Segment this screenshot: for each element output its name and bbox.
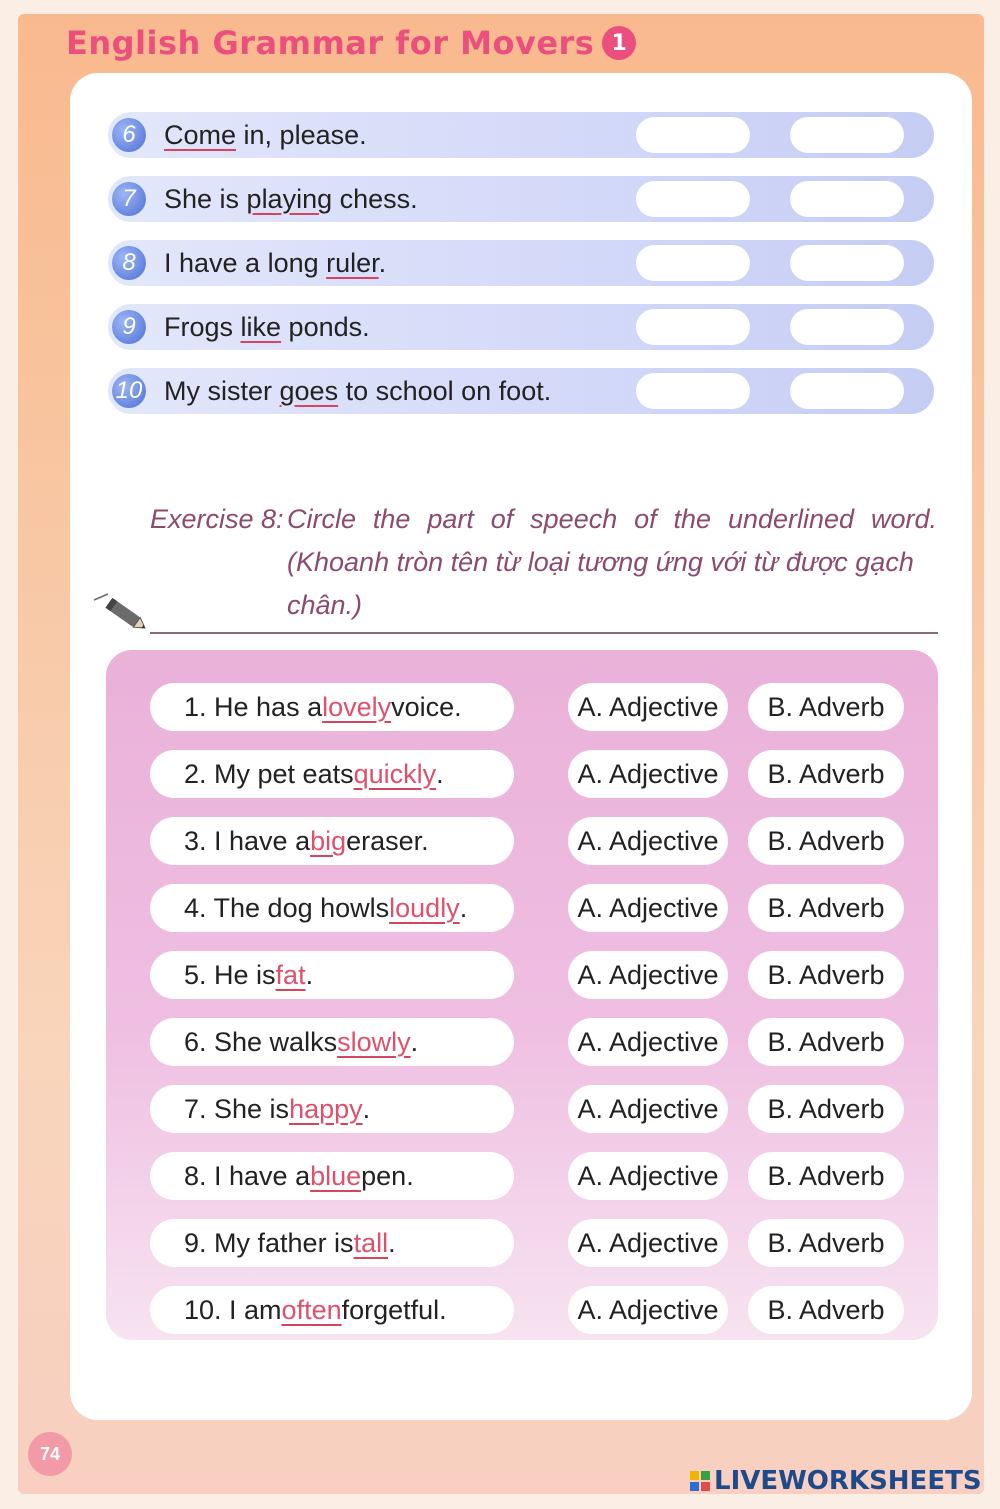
question-text: 9. My father is tall . — [150, 1219, 514, 1267]
sentence-text: She is playing chess. — [164, 183, 418, 214]
sentence-text: My sister goes to school on foot. — [164, 375, 552, 406]
item-number-badge: 10 — [112, 374, 146, 408]
question-text: 5. He is fat . — [150, 951, 514, 999]
book-title — [66, 18, 636, 68]
option-adjective[interactable]: A. Adjective — [568, 1018, 728, 1066]
underlined-word: playing — [246, 183, 333, 214]
answer-box-1[interactable] — [636, 245, 750, 281]
underlined-word: often — [281, 1294, 342, 1325]
option-adverb[interactable]: B. Adverb — [748, 817, 904, 865]
option-adjective[interactable]: A. Adjective — [568, 884, 728, 932]
question-row — [150, 1018, 910, 1066]
option-adverb[interactable]: B. Adverb — [748, 1219, 904, 1267]
option-adverb[interactable]: B. Adverb — [748, 1018, 904, 1066]
underlined-word: fat — [275, 959, 306, 990]
sentence-text: Come in, please. — [164, 119, 367, 150]
answer-box-1[interactable] — [636, 373, 750, 409]
option-adverb[interactable]: B. Adverb — [748, 683, 904, 731]
item-number-badge: 7 — [112, 182, 146, 216]
option-adjective[interactable]: A. Adjective — [568, 750, 728, 798]
underlined-word: like — [240, 311, 282, 342]
option-adverb[interactable]: B. Adverb — [748, 884, 904, 932]
option-adjective[interactable]: A. Adjective — [568, 1286, 728, 1334]
underlined-word: ruler — [326, 247, 379, 278]
answer-box-2[interactable] — [790, 245, 904, 281]
page-number: 74 — [28, 1432, 72, 1476]
question-text: 8. I have a blue pen. — [150, 1152, 514, 1200]
item-number-badge: 6 — [112, 118, 146, 152]
question-row — [150, 750, 910, 798]
underlined-word: quickly — [353, 758, 437, 789]
liveworksheets-logo[interactable] — [690, 1466, 982, 1496]
question-text: 3. I have a big eraser. — [150, 817, 514, 865]
option-adjective[interactable]: A. Adjective — [568, 951, 728, 999]
liveworksheets-logo-icon — [690, 1471, 710, 1491]
item-number-badge: 8 — [112, 246, 146, 280]
question-row — [150, 817, 910, 865]
underlined-word: tall — [353, 1227, 389, 1258]
option-adjective[interactable]: A. Adjective — [568, 1152, 728, 1200]
underlined-word: Come — [164, 119, 237, 150]
underlined-word: goes — [279, 375, 339, 406]
option-adjective[interactable]: A. Adjective — [568, 1219, 728, 1267]
option-adjective[interactable]: A. Adjective — [568, 817, 728, 865]
question-row — [150, 1085, 910, 1133]
question-row — [150, 1219, 910, 1267]
question-text: 7. She is happy . — [150, 1085, 514, 1133]
volume-badge: 1 — [602, 26, 636, 60]
question-row — [150, 1286, 910, 1334]
question-text: 1. He has a lovely voice. — [150, 683, 514, 731]
book-title-text: English Grammar for Movers — [66, 24, 595, 62]
sentence-row — [108, 176, 934, 222]
question-text: 6. She walks slowly . — [150, 1018, 514, 1066]
option-adverb[interactable]: B. Adverb — [748, 1152, 904, 1200]
sentence-text: Frogs like ponds. — [164, 311, 370, 342]
answer-box-2[interactable] — [790, 117, 904, 153]
question-row — [150, 1152, 910, 1200]
underlined-word: slowly — [337, 1026, 411, 1057]
answer-box-1[interactable] — [636, 181, 750, 217]
option-adjective[interactable]: A. Adjective — [568, 1085, 728, 1133]
exercise-label: Exercise 8: — [150, 504, 284, 534]
sentence-row — [108, 304, 934, 350]
underlined-word: blue — [310, 1160, 362, 1191]
question-row — [150, 683, 910, 731]
heading-divider — [150, 632, 938, 634]
answer-box-2[interactable] — [790, 309, 904, 345]
item-number-badge: 9 — [112, 310, 146, 344]
exercise-instruction: Circle the part of speech of the underlined word. — [287, 504, 937, 534]
answer-box-2[interactable] — [790, 181, 904, 217]
option-adjective[interactable]: A. Adjective — [568, 683, 728, 731]
underlined-word: loudly — [389, 892, 460, 923]
watermark-text: LIVEWORKSHEETS — [714, 1466, 982, 1496]
exercise-translation: (Khoanh tròn tên từ loại tương ứng với từ được gạch chân.) — [287, 547, 914, 620]
sentence-text: I have a long ruler. — [164, 247, 387, 278]
answer-box-1[interactable] — [636, 309, 750, 345]
option-adverb[interactable]: B. Adverb — [748, 750, 904, 798]
question-text: 10. I am often forgetful. — [150, 1286, 514, 1334]
question-text: 4. The dog howls loudly . — [150, 884, 514, 932]
underlined-word: lovely — [322, 691, 392, 722]
option-adverb[interactable]: B. Adverb — [748, 1286, 904, 1334]
sentence-row — [108, 112, 934, 158]
underlined-word: big — [310, 825, 347, 856]
underlined-word: happy — [289, 1093, 363, 1124]
question-row — [150, 884, 910, 932]
option-adverb[interactable]: B. Adverb — [748, 951, 904, 999]
answer-box-1[interactable] — [636, 117, 750, 153]
pencil-icon — [92, 588, 152, 636]
answer-box-2[interactable] — [790, 373, 904, 409]
question-text: 2. My pet eats quickly . — [150, 750, 514, 798]
question-row — [150, 951, 910, 999]
option-adverb[interactable]: B. Adverb — [748, 1085, 904, 1133]
sentence-row — [108, 240, 934, 286]
sentence-row — [108, 368, 934, 414]
